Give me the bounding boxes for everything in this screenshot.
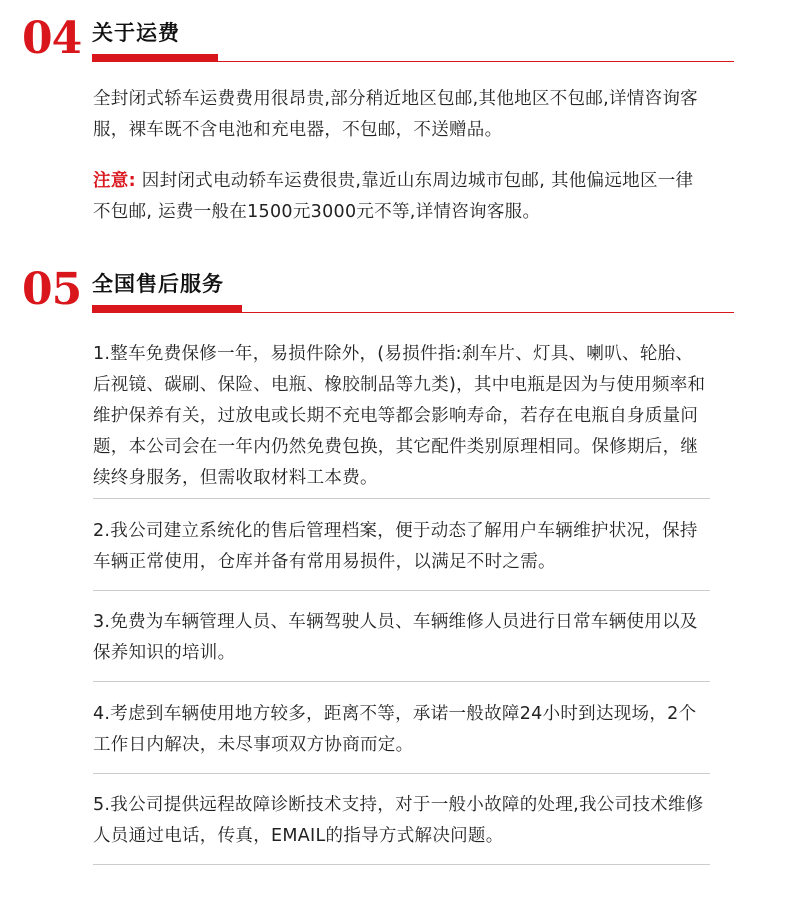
section-04-title: 关于运费 [92, 21, 180, 45]
shipping-note [93, 166, 705, 228]
section-05-rule [222, 312, 734, 313]
section-04-title-bar [92, 54, 218, 62]
section-04-header [22, 14, 722, 74]
note-text: 因封闭式电动轿车运费很贵,靠近山东周边城市包邮, 其他偏远地区一律不包邮, 运费一般在1500元3000元不等,详情咨询客服。 [93, 171, 694, 222]
section-05-number: 05 [22, 264, 82, 315]
section-05-header [22, 265, 722, 325]
service-divider [93, 773, 710, 774]
shipping-paragraph: 全封闭式轿车运费费用很昂贵,部分稍近地区包邮,其他地区不包邮,详情咨询客服，裸车既不含电池和充电器，不包邮，不送赠品。 [93, 89, 698, 140]
service-divider [93, 864, 710, 865]
section-05-title-bar [92, 305, 242, 313]
service-divider [93, 681, 710, 682]
service-item-2: 2.我公司建立系统化的售后管理档案，便于动态了解用户车辆维护状况，保持车辆正常使用，仓库并备有常用易损件，以满足不时之需。 [93, 521, 698, 572]
service-item-3: 3.免费为车辆管理人员、车辆驾驶人员、车辆维修人员进行日常车辆使用以及保养知识的培训。 [93, 612, 698, 663]
service-divider [93, 590, 710, 591]
service-item-1: 1.整车免费保修一年，易损件除外，(易损件指:刹车片、灯具、喇叭、轮胎、后视镜、碳刷、保险、电瓶、橡胶制品等九类)，其中电瓶是因为与使用频率和维护保养有关，过放电或长期不充电等都会影响寿命，若存在电瓶自身质量问题，本公司会在一年内仍然免费包换，其它配件类别原理相同。保修期后，继续终身服务，但需收取材料工本费。 [93, 344, 706, 488]
section-04-number: 04 [22, 13, 82, 64]
service-item-5: 5.我公司提供远程故障诊断技术支持，对于一般小故障的处理,我公司技术维修人员通过电话，传真，EMAIL的指导方式解决问题。 [93, 795, 704, 846]
service-item-4: 4.考虑到车辆使用地方较多，距离不等，承诺一般故障24小时到达现场，2个工作日内解决，未尽事项双方协商而定。 [93, 704, 697, 755]
service-divider [93, 498, 710, 499]
section-04-rule [202, 61, 734, 62]
section-05-title: 全国售后服务 [92, 272, 224, 296]
note-label: 注意: [93, 171, 136, 191]
